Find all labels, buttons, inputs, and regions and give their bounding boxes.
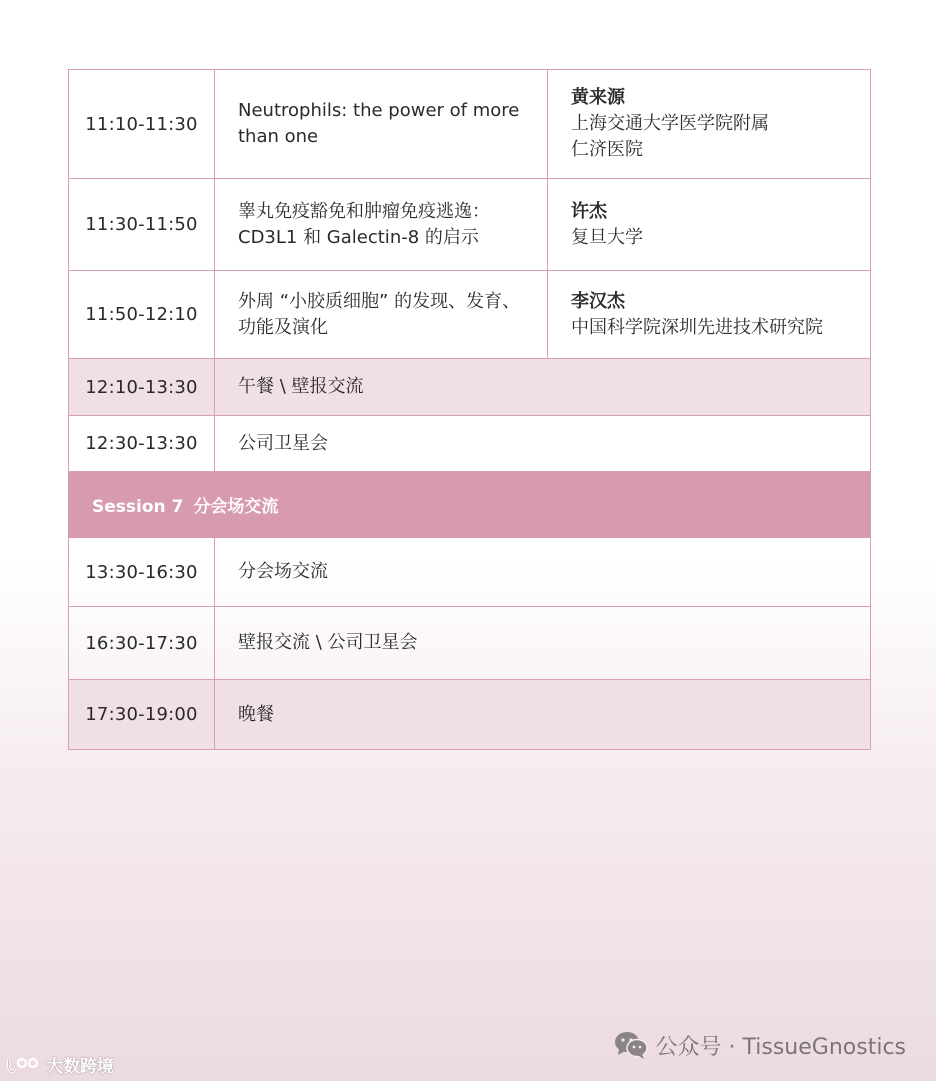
schedule-table — [68, 69, 871, 750]
table-row — [69, 680, 871, 750]
talk-title-line: 功能及演化 — [238, 316, 328, 338]
table-row — [69, 70, 871, 179]
session-label: Session 7 — [92, 497, 184, 517]
brand-watermark-text: 大数跨境 — [46, 1057, 114, 1077]
time-cell: 16:30-17:30 — [69, 607, 215, 680]
event-title: 晚餐 — [215, 680, 871, 750]
session-header-row — [69, 472, 871, 538]
time-cell: 12:30-13:30 — [69, 416, 215, 472]
speaker-affiliation-line: 复旦大学 — [571, 226, 643, 248]
time-cell: 13:30-16:30 — [69, 538, 215, 607]
event-title: 分会场交流 — [215, 538, 871, 607]
time-cell: 11:50-12:10 — [69, 271, 215, 359]
table-row — [69, 359, 871, 416]
speaker-cell — [548, 271, 871, 359]
speaker-cell — [548, 179, 871, 271]
talk-title — [215, 70, 548, 179]
talk-title-line: 睾丸免疫豁免和肿瘤免疫逃逸： — [238, 200, 490, 222]
talk-title-line: CD3L1 和 Galectin-8 的启示 — [238, 226, 479, 248]
event-title: 午餐 \ 壁报交流 — [215, 359, 871, 416]
session-header — [69, 472, 871, 538]
speaker-affiliation-line: 中国科学院深圳先进技术研究院 — [571, 316, 823, 338]
speaker-name: 李汉杰 — [571, 290, 625, 312]
speaker-affiliation-line: 上海交通大学医学院附属 — [571, 113, 769, 134]
session-title: 分会场交流 — [193, 497, 279, 517]
talk-title-line: 外周 “小胶质细胞” 的发现、发育、 — [238, 290, 521, 312]
table-row — [69, 607, 871, 680]
time-cell: 12:10-13:30 — [69, 359, 215, 416]
wechat-icon — [614, 1031, 648, 1059]
table-row — [69, 538, 871, 607]
speaker-name: 许杰 — [571, 200, 607, 222]
table-row — [69, 179, 871, 271]
table-row — [69, 271, 871, 359]
speaker-name: 黄来源 — [571, 87, 625, 108]
speaker-affiliation-line: 仁济医院 — [571, 139, 643, 160]
account-watermark-text: 公众号 · TissueGnostics — [655, 1034, 906, 1060]
table-row — [69, 416, 871, 472]
talk-title — [215, 271, 548, 359]
event-title: 壁报交流 \ 公司卫星会 — [215, 607, 871, 680]
time-cell: 11:30-11:50 — [69, 179, 215, 271]
talk-title — [215, 179, 548, 271]
event-title: 公司卫星会 — [215, 416, 871, 472]
brand-logo-icon — [6, 1055, 42, 1075]
talk-title-line: Neutrophils: the power of more — [238, 100, 520, 121]
brand-watermark — [6, 1052, 114, 1077]
account-watermark — [614, 1030, 906, 1060]
talk-title-line: than one — [238, 126, 319, 147]
time-cell: 11:10-11:30 — [69, 70, 215, 179]
speaker-cell — [548, 70, 871, 179]
time-cell: 17:30-19:00 — [69, 680, 215, 750]
